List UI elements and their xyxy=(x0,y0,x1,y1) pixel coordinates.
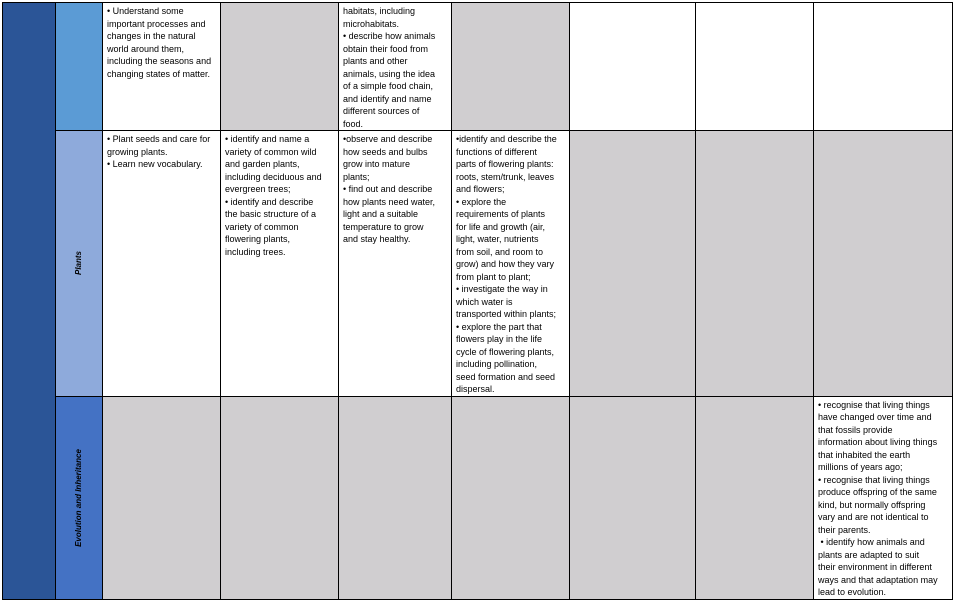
objective-line: lead to evolution. xyxy=(818,587,887,597)
table-row xyxy=(3,3,953,131)
objective-line: • find out and describe xyxy=(343,184,433,194)
objective-line: how plants need water, xyxy=(343,196,436,207)
objective-line: have changed over time and xyxy=(818,412,932,422)
objective-line: produce offspring of the same xyxy=(818,487,937,497)
objective-line: including deciduous and xyxy=(225,171,322,182)
objective-line: evergreen trees; xyxy=(225,184,291,194)
objective-line: millions of years ago; xyxy=(818,462,903,472)
objective-line: temperature to grow xyxy=(343,221,424,232)
empty-cell xyxy=(103,396,221,599)
objective-line: •identify and describe the xyxy=(456,134,557,144)
objective-line: that inhabited the earth xyxy=(818,449,911,460)
key-stage-sidebar xyxy=(3,3,56,600)
objective-line: and flowers; xyxy=(456,184,505,194)
objective-line: habitats, including xyxy=(343,6,416,16)
objective-line: transported within plants; xyxy=(456,309,557,319)
objective-line: including trees. xyxy=(225,246,286,257)
subject-label: Plants xyxy=(73,251,83,276)
curriculum-table xyxy=(2,2,953,600)
objective-line: how seeds and bulbs xyxy=(343,146,428,157)
objective-line: growing plants. xyxy=(107,146,168,157)
objective-line: obtain their food from xyxy=(343,43,429,54)
objective-line: and identify and name xyxy=(343,93,432,104)
objective-line: •observe and describe xyxy=(343,134,433,144)
objective-line: • investigate the way in xyxy=(456,284,548,294)
subject-cell xyxy=(56,3,103,131)
empty-cell xyxy=(814,3,953,131)
objective-line: that fossils provide xyxy=(818,424,893,435)
objective-line: plants; xyxy=(343,171,370,182)
objective-line: light and a suitable xyxy=(343,209,419,219)
objective-line: changing states of matter. xyxy=(107,68,211,79)
objective-line: • identify and name a xyxy=(225,134,310,144)
objective-line: variety of common xyxy=(225,221,299,232)
objective-line: grow into mature xyxy=(343,159,411,169)
objective-line: • identify how animals and xyxy=(818,537,925,547)
objective-line: flowering plants, xyxy=(225,234,291,244)
objective-line: flowers play in the life xyxy=(456,334,543,344)
objective-line: from soil, and room to xyxy=(456,246,544,257)
objective-line: different sources of xyxy=(343,106,420,116)
objective-line: ways and that adaptation may xyxy=(818,574,938,585)
objective-line: parts of flowering plants: xyxy=(456,159,554,169)
objective-line: light, water, nutrients xyxy=(456,234,539,244)
objective-line: grow) and how they vary xyxy=(456,259,555,269)
objective-line: requirements of plants xyxy=(456,209,546,219)
objective-line: food. xyxy=(343,118,364,129)
objective-line: and stay healthy. xyxy=(343,234,411,244)
objective-line: variety of common wild xyxy=(225,146,317,157)
empty-cell xyxy=(221,3,339,131)
table-row xyxy=(3,396,953,599)
objective-line: for life and growth (air, xyxy=(456,221,546,232)
objective-line: and garden plants, xyxy=(225,159,300,169)
empty-cell xyxy=(570,131,696,397)
objective-line: kind, but normally offspring xyxy=(818,499,926,510)
objective-line: • recognise that living things xyxy=(818,474,930,485)
objective-line: including pollination, xyxy=(456,359,538,369)
empty-cell xyxy=(221,396,339,599)
objective-line: cycle of flowering plants, xyxy=(456,346,555,357)
objective-line: • Learn new vocabulary. xyxy=(107,159,203,169)
objectives-cell xyxy=(221,131,339,397)
objective-line: dispersal. xyxy=(456,384,495,394)
objective-line: of a simple food chain, xyxy=(343,81,434,91)
objective-line: including the seasons and xyxy=(107,56,212,66)
empty-cell xyxy=(696,396,814,599)
objectives-cell xyxy=(339,131,452,397)
objective-line: • describe how animals xyxy=(343,31,436,41)
objective-line: • recognise that living things xyxy=(818,399,930,410)
objective-line: • Plant seeds and care for xyxy=(107,134,211,144)
objective-line: their environment in different xyxy=(818,562,932,572)
objectives-cell xyxy=(452,131,570,397)
empty-cell xyxy=(339,396,452,599)
subject-cell xyxy=(56,396,103,599)
objective-line: seed formation and seed xyxy=(456,371,556,382)
objective-line: • Understand some xyxy=(107,6,184,16)
objective-line: roots, stem/trunk, leaves xyxy=(456,171,555,182)
subject-cell xyxy=(56,131,103,397)
objective-line: world around them, xyxy=(107,43,185,54)
empty-cell xyxy=(452,396,570,599)
objective-line: • identify and describe xyxy=(225,196,314,207)
objective-line: • explore the part that xyxy=(456,321,542,332)
empty-cell xyxy=(570,3,696,131)
objective-line: • explore the xyxy=(456,196,507,207)
objective-line: information about living things xyxy=(818,437,938,447)
objective-line: plants are adapted to suit xyxy=(818,549,920,560)
empty-cell xyxy=(570,396,696,599)
objective-line: their parents. xyxy=(818,524,871,535)
objective-line: which water is xyxy=(456,296,513,307)
objectives-cell xyxy=(103,131,221,397)
objective-line: functions of different xyxy=(456,146,537,157)
objective-line: vary and are not identical to xyxy=(818,512,929,522)
subject-label: Evolution and Inheritance xyxy=(73,448,83,547)
objectives-cell xyxy=(103,3,221,131)
objective-line: the basic structure of a xyxy=(225,209,317,219)
objective-line: microhabitats. xyxy=(343,18,400,29)
empty-cell xyxy=(696,131,814,397)
objectives-cell xyxy=(814,396,953,599)
objective-line: from plant to plant; xyxy=(456,271,531,282)
objective-line: important processes and xyxy=(107,18,206,29)
empty-cell xyxy=(696,3,814,131)
objective-line: animals, using the idea xyxy=(343,68,436,79)
objective-line: plants and other xyxy=(343,56,408,66)
table-row xyxy=(3,131,953,397)
empty-cell xyxy=(452,3,570,131)
empty-cell xyxy=(814,131,953,397)
objectives-cell xyxy=(339,3,452,131)
objective-line: changes in the natural xyxy=(107,31,196,41)
